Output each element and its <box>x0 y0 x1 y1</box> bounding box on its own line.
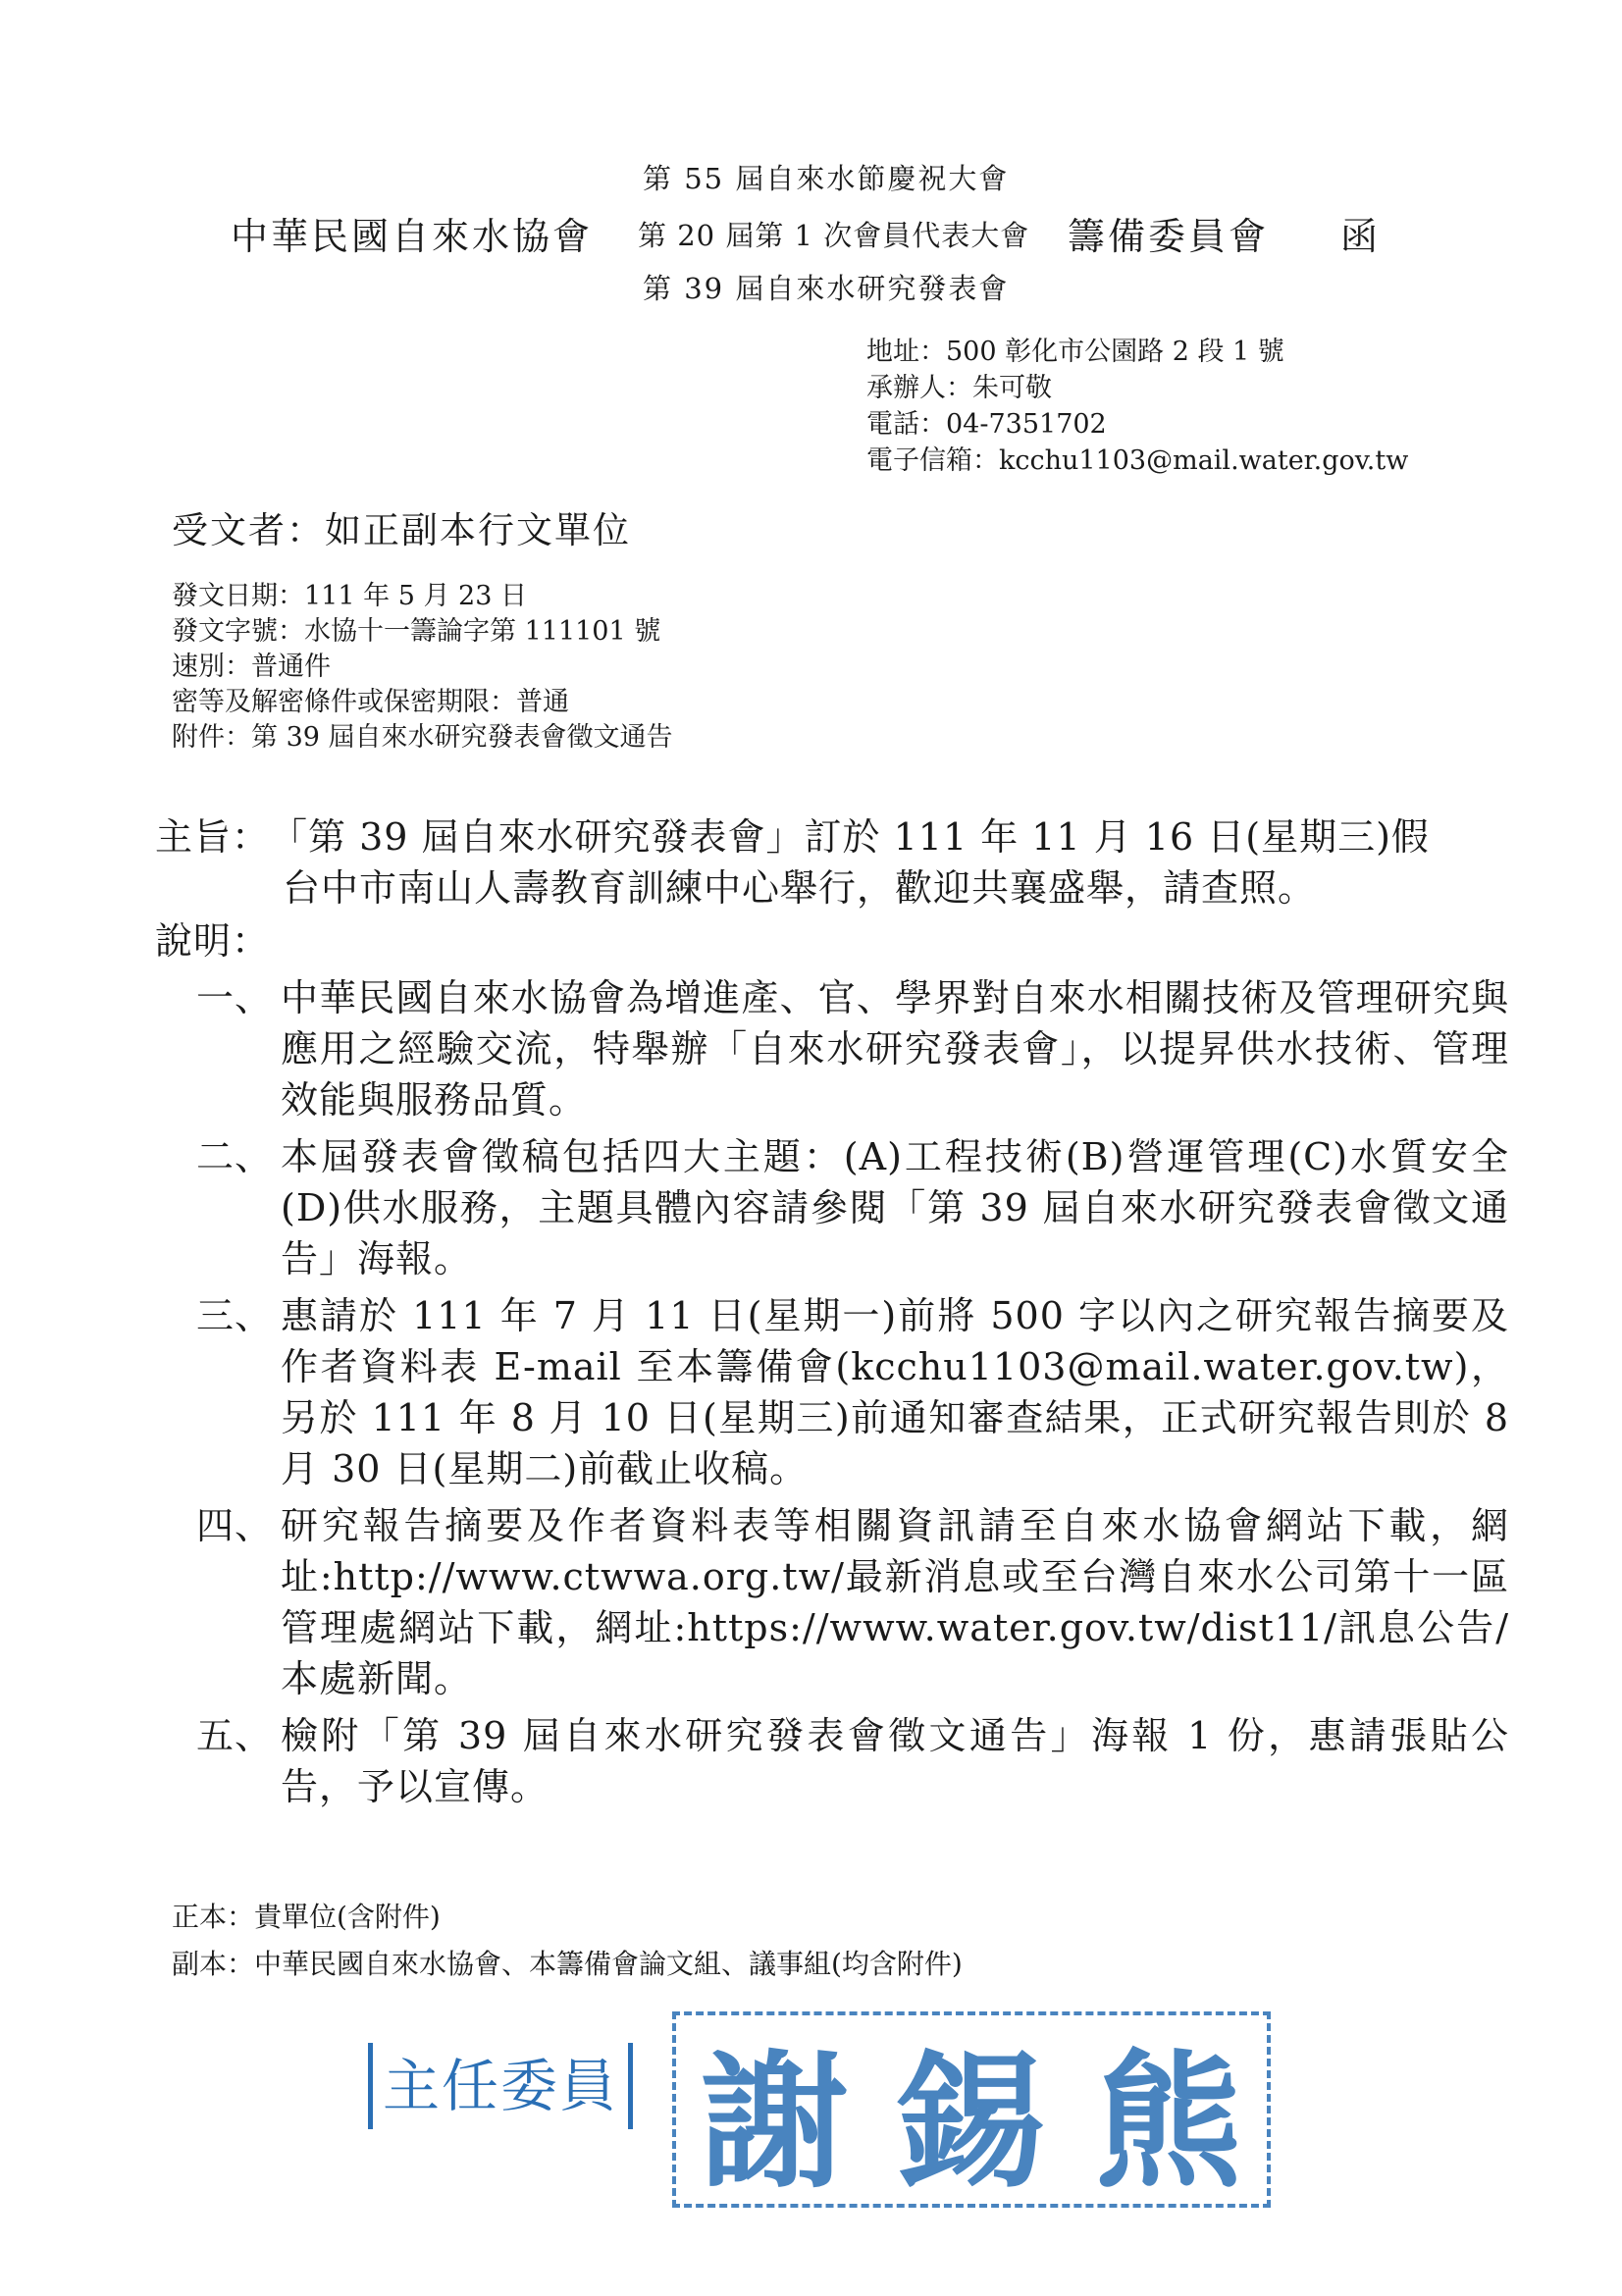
header-committee: 籌備委員會 <box>1068 215 1270 258</box>
meta-secrecy: 密等及解密條件或保密期限：普通 <box>172 687 569 717</box>
header-document-type: 函 <box>1340 215 1379 258</box>
explanation-item <box>155 1500 1509 1704</box>
item-text: 本屆發表會徵稿包括四大主題：(A)工程技術(B)營運管理(C)水質安全(D)供水服務，主題具體內容請參閱「第 39 屆自來水研究發表會徵文通告」海報。 <box>281 1135 1509 1280</box>
header-event-line-1: 第 55 屆自來水節慶祝大會 <box>643 162 1010 195</box>
contact-handler: 承辦人：朱可敬 <box>866 373 1052 403</box>
stamp-name-char: 熊 <box>1094 2038 1242 2209</box>
header-event-line-2: 第 20 屆第 1 次會員代表大會 <box>638 219 1030 252</box>
subject-line-2: 台中市南山人壽教育訓練中心舉行，歡迎共襄盛舉，請查照。 <box>283 866 1317 910</box>
distribution-copy: 副本：中華民國自來水協會、本籌備會論文組、議事組(均含附件) <box>172 1948 963 1980</box>
item-text: 研究報告摘要及作者資料表等相關資訊請至自來水協會網站下載，網址:http://www.ctwwa.org.tw/最新消息或至台灣自來水公司第十一區管理處網站下載，網址:https://www.water.gov.tw/dist11/訊息公告/本處新聞。 <box>281 1504 1509 1700</box>
stamp-name-seal <box>672 2011 1271 2208</box>
item-number: 一、 <box>195 976 273 1019</box>
subject-line-1: 「第 39 屆自來水研究發表會」訂於 111 年 11 月 16 日(星期三)假 <box>270 815 1430 859</box>
subject-label: 主旨： <box>155 815 271 859</box>
explanation-label: 說明： <box>155 919 271 963</box>
contact-address: 地址：500 彰化市公園路 2 段 1 號 <box>866 337 1284 367</box>
subject <box>155 811 1509 862</box>
header-organization: 中華民國自來水協會 <box>231 215 594 258</box>
item-number: 四、 <box>195 1504 273 1547</box>
official-stamp <box>368 2011 1300 2208</box>
item-text: 中華民國自來水協會為增進產、官、學界對自來水相關技術及管理研究與應用之經驗交流，特舉辦「自來水研究發表會」，以提昇供水技術、管理效能與服務品質。 <box>281 976 1509 1122</box>
explanation-item <box>155 1710 1509 1812</box>
letter-body <box>155 811 1509 1812</box>
item-number: 二、 <box>195 1135 273 1178</box>
item-number: 五、 <box>195 1714 273 1757</box>
meta-doc-number: 發文字號：水協十一籌論字第 111101 號 <box>172 616 661 647</box>
contact-phone: 電話：04-7351702 <box>866 409 1107 440</box>
item-text: 檢附「第 39 屆自來水研究發表會徵文通告」海報 1 份，惠請張貼公告，予以宣傳。 <box>281 1714 1509 1808</box>
header-event-line-3: 第 39 屆自來水研究發表會 <box>643 272 1010 305</box>
distribution <box>172 1894 963 1988</box>
stamp-name-char: 錫 <box>897 2038 1045 2209</box>
document-meta <box>172 579 673 756</box>
contact-email: 電子信箱：kcchu1103@mail.water.gov.tw <box>866 445 1409 476</box>
explanation-item <box>155 1131 1509 1284</box>
explanation-item <box>155 972 1509 1125</box>
meta-speed: 速別：普通件 <box>172 652 331 682</box>
distribution-original: 正本：貴單位(含附件) <box>172 1901 441 1933</box>
item-text: 惠請於 111 年 7 月 11 日(星期一)前將 500 字以內之研究報告摘要及作者資料表 E-mail 至本籌備會(kcchu1103@mail.water.gov.tw)，另於 111 年 8 月 10 日(星期三)前通知審查結果，正式研究報告則於 8 月 30 日(星期二)前截止收稿。 <box>281 1294 1509 1490</box>
explanation-item <box>155 1290 1509 1494</box>
stamp-title: 主任委員 <box>368 2043 633 2129</box>
recipient: 受文者：如正副本行文單位 <box>172 509 631 551</box>
stamp-name-char: 謝 <box>701 2038 849 2209</box>
contact-block <box>866 334 1408 479</box>
item-number: 三、 <box>195 1294 273 1337</box>
meta-date: 發文日期：111 年 5 月 23 日 <box>172 581 527 611</box>
meta-attachment: 附件：第 39 屆自來水研究發表會徵文通告 <box>172 722 673 753</box>
